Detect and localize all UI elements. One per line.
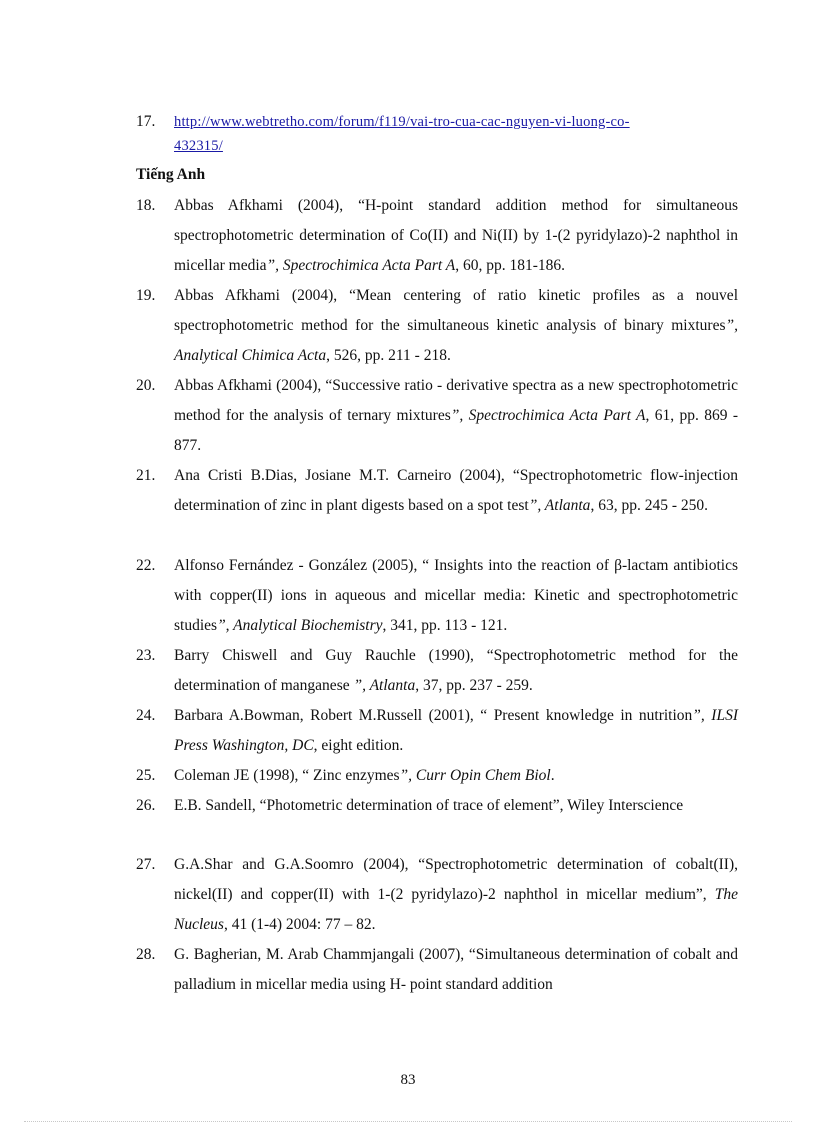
reference-details: , 37, pp. 237 - 259.: [415, 677, 533, 694]
reference-text: Abbas Afkhami (2004), “H-point standard addition method for simultaneous spectrophotometric determination of Co(II) and Ni(II) by 1-(2 pyridylazo)-2 naphthol in micellar media: [174, 197, 738, 274]
reference-quote-end: ”,: [692, 707, 712, 724]
reference-journal: Spectrochimica Acta Part A: [282, 257, 456, 274]
reference-number: 19.: [136, 287, 156, 304]
reference-number: 28.: [136, 946, 156, 963]
reference-number: 17.: [136, 113, 156, 130]
reference-number: 24.: [136, 707, 156, 724]
reference-item: [136, 371, 738, 461]
reference-text: Abbas Afkhami (2004), “Successive ratio - derivative spectra as a new spectrophotometric method for the analysis of ternary mixtures: [174, 377, 738, 424]
page-bottom-divider: [24, 1121, 792, 1122]
reference-text: G.A.Shar and G.A.Soomro (2004), “Spectrophotometric determination of cobalt(II), nickel(II) and copper(II) with 1-(2 pyridylazo)-2 naphthol in micellar medium”,: [174, 856, 738, 903]
reference-number: 25.: [136, 767, 156, 784]
reference-journal: ILSI Press Washington, DC: [174, 707, 738, 754]
reference-link[interactable]: [174, 114, 630, 154]
reference-number: 18.: [136, 197, 156, 214]
reference-details: , 63, pp. 245 - 250.: [590, 497, 708, 514]
reference-journal: Atlanta: [544, 497, 591, 514]
reference-text: Coleman JE (1998), “ Zinc enzymes: [174, 767, 400, 784]
reference-text: Barry Chiswell and Guy Rauchle (1990), “Spectrophotometric method for the determination of manganese: [174, 647, 738, 694]
reference-details: , 341, pp. 113 - 121.: [382, 617, 508, 634]
reference-17: [136, 110, 746, 158]
reference-journal: Atlanta: [369, 677, 416, 694]
reference-quote-end: ”,: [266, 257, 283, 274]
reference-text: Alfonso Fernández - González (2005), “ Insights into the reaction of β-lactam antibiotics with copper(II) ions in aqueous and micellar media: Kinetic and spectrophotometric studies: [174, 557, 738, 634]
reference-link-line-1[interactable]: http://www.webtretho.com/forum/f119/vai-tro-cua-cac-nguyen-vi-luong-co-: [174, 114, 630, 130]
reference-text: Abbas Afkhami (2004), “Mean centering of ratio kinetic profiles as a nouvel spectrophotometric method for the simultaneous kinetic analysis of binary mixtures: [174, 287, 738, 334]
reference-quote-end: ”,: [528, 497, 545, 514]
reference-item: [136, 191, 738, 281]
reference-number: 22.: [136, 557, 156, 574]
reference-item: [136, 791, 738, 821]
reference-item: [136, 761, 738, 791]
reference-number: 26.: [136, 797, 156, 814]
reference-details: , 41 (1-4) 2004: 77 – 82.: [223, 916, 376, 933]
reference-quote-end: ”,: [450, 407, 469, 424]
reference-item: [136, 461, 738, 521]
reference-item: [136, 850, 738, 940]
reference-quote-end: ”,: [353, 677, 370, 694]
reference-quote-end: ”,: [217, 617, 234, 634]
reference-details: , eight edition.: [313, 737, 404, 754]
reference-journal: The Nucleus: [174, 886, 738, 933]
reference-number: 23.: [136, 647, 156, 664]
reference-journal: Analytical Biochemistry: [233, 617, 383, 634]
reference-item: [136, 281, 738, 371]
page-number: 83: [400, 1072, 416, 1088]
reference-item: [136, 940, 738, 1000]
reference-item: [136, 641, 738, 701]
reference-journal: Curr Opin Chem Biol: [415, 767, 551, 784]
reference-number: 27.: [136, 856, 156, 873]
reference-details: , 61, pp. 869 - 877.: [174, 407, 738, 454]
reference-journal: Spectrochimica Acta Part A: [468, 407, 646, 424]
reference-item: [136, 701, 738, 761]
reference-number: 20.: [136, 377, 156, 394]
reference-text: Barbara A.Bowman, Robert M.Russell (2001), “ Present knowledge in nutrition: [174, 707, 693, 724]
reference-details: , 60, pp. 181-186.: [455, 257, 566, 274]
reference-number: 21.: [136, 467, 156, 484]
reference-text: Ana Cristi B.Dias, Josiane M.T. Carneiro (2004), “Spectrophotometric flow-injection determination of zinc in plant digests based on a spot test: [174, 467, 738, 514]
reference-quote-end: ”,: [725, 317, 738, 334]
reference-text: G. Bagherian, M. Arab Chammjangali (2007), “Simultaneous determination of cobalt and palladium in micellar media using H- point standard addition: [174, 946, 738, 993]
reference-details: .: [550, 767, 555, 784]
reference-link-line-2[interactable]: 432315/: [174, 138, 223, 154]
reference-details: , 526, pp. 211 - 218.: [326, 347, 451, 364]
reference-item: [136, 551, 738, 641]
reference-quote-end: ”,: [399, 767, 416, 784]
reference-text: E.B. Sandell, “Photometric determination of trace of element”, Wiley Interscience: [174, 797, 684, 814]
section-heading: Tiếng Anh: [136, 166, 206, 183]
reference-journal: Analytical Chimica Acta: [174, 347, 327, 364]
